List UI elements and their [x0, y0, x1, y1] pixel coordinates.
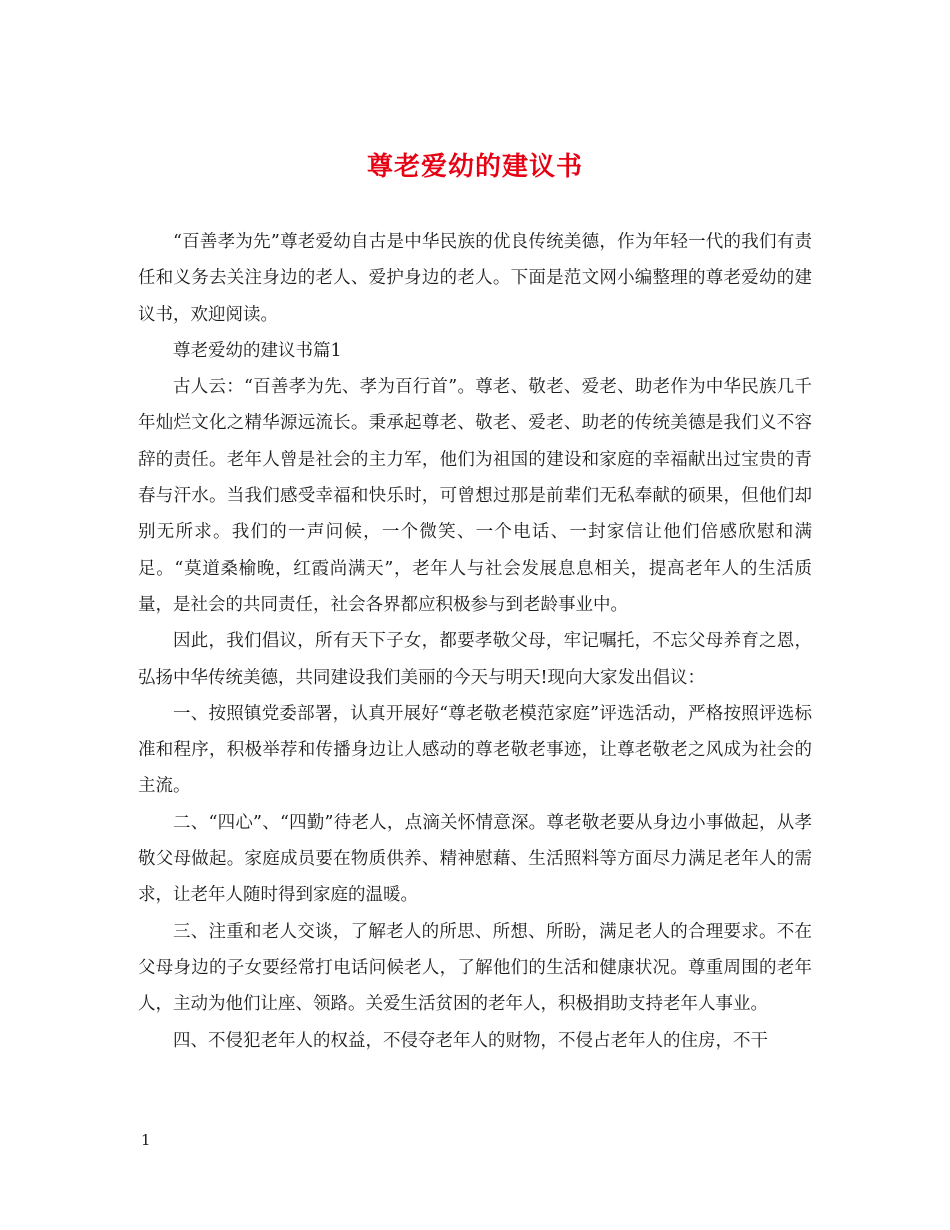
paragraph-intro: “百善孝为先”尊老爱幼自古是中华民族的优良传统美德，作为年轻一代的我们有责任和义务去关注身边的老人、爱护身边的老人。下面是范文网小编整理的尊老爱幼的建议书，欢迎阅读。: [138, 232, 812, 325]
paragraph-item-4: 四、不侵犯老年人的权益，不侵夺老年人的财物，不侵占老年人的住房，不干: [173, 1030, 768, 1051]
paragraph-item-1: 一、按照镇党委部署，认真开展好“尊老敬老模范家庭”评选活动，严格按照评选标准和程序，积极举荐和传播身边让人感动的尊老敬老事迹，让尊老敬老之风成为社会的主流。: [138, 703, 812, 797]
section-heading: 尊老爱幼的建议书篇1: [173, 340, 342, 361]
paragraph-item-3: 三、注重和老人交谈，了解老人的所思、所想、所盼，满足老人的合理要求。不在父母身边的子女要经常打电话问候老人，了解他们的生活和健康状况。尊重周围的老年人，主动为他们让座、领路。关爱生活贫困的老年人，积极捐助支持老年人事业。: [138, 921, 812, 1015]
paragraph-item-2: 二、“四心”、“四勤”待老人，点滴关怀情意深。尊老敬老要从身边小事做起，从孝敬父母做起。家庭成员要在物质供养、精神慰藉、生活照料等方面尽力满足老年人的需求，让老年人随时得到家庭的温暖。: [138, 812, 812, 906]
page-title: 尊老爱幼的建议书: [366, 152, 583, 183]
page-number: 1: [141, 1131, 151, 1149]
document-body: [138, 224, 812, 1059]
paragraph-body: 因此，我们倡议，所有天下子女，都要孝敬父母，牢记嘱托，不忘父母养育之恩，弘扬中华传统美德，共同建设我们美丽的今天与明天!现向大家发出倡议：: [138, 631, 812, 688]
paragraph-body: 古人云：“百善孝为先、孝为百行首”。尊老、敬老、爱老、助老作为中华民族几千年灿烂文化之精华源远流长。秉承起尊老、敬老、爱老、助老的传统美德是我们义不容辞的责任。老年人曾是社会的主力军，他们为祖国的建设和家庭的幸福献出过宝贵的青春与汗水。当我们感受幸福和快乐时，可曾想过那是前辈们无私奉献的硕果，但他们却别无所求。我们的一声问候，一个微笑、一个电话、一封家信让他们倍感欣慰和满足。“莫道桑榆晚，红霞尚满天”，老年人与社会发展息息相关，提高老年人的生活质量，是社会的共同责任，社会各界都应积极参与到老龄事业中。: [138, 377, 812, 615]
